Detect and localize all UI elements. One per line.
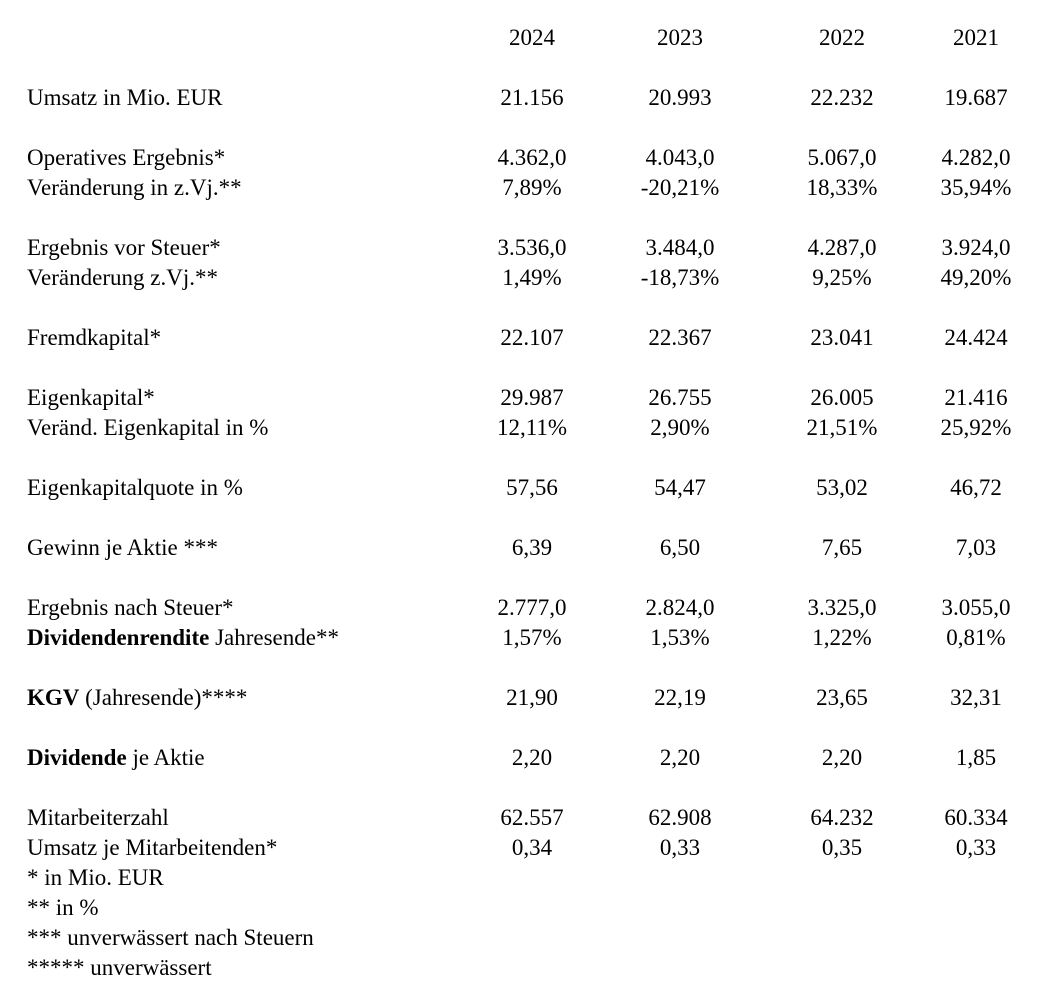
value-cell: 23,65	[816, 685, 868, 710]
value-cell: 25,92%	[940, 415, 1012, 440]
value-cell: 60.334	[944, 805, 1008, 830]
row-label-text: Operatives Ergebnis*	[27, 145, 226, 170]
year-header-2021: 2021	[953, 25, 999, 50]
header-spacer	[27, 23, 458, 53]
value-cell: 1,22%	[812, 625, 872, 650]
table-row	[27, 623, 1039, 653]
value-cell: 62.908	[648, 805, 712, 830]
footnote-line: ***** unverwässert	[27, 955, 212, 980]
row-label	[27, 263, 458, 293]
value-cell: 35,94%	[940, 175, 1012, 200]
value-cell: 21.156	[500, 85, 564, 110]
value-cell: 21,51%	[806, 415, 878, 440]
row-label	[27, 683, 458, 713]
value-cell: 4.287,0	[807, 235, 877, 260]
row-group	[27, 743, 1039, 773]
row-label	[27, 233, 458, 263]
row-label-bold: Dividende	[27, 745, 127, 770]
value-cell: 0,33	[659, 835, 701, 860]
value-cell: 6,50	[659, 535, 701, 560]
year-header-2024: 2024	[509, 25, 555, 50]
year-header-2023: 2023	[657, 25, 703, 50]
row-label	[27, 323, 458, 353]
value-cell: 1,53%	[650, 625, 710, 650]
row-label-text: Veränderung in z.Vj.**	[27, 175, 242, 200]
value-cell: -20,21%	[640, 175, 720, 200]
row-group	[27, 683, 1039, 713]
financial-table	[27, 83, 1039, 863]
row-label	[27, 623, 458, 653]
footnote-line: ** in %	[27, 895, 99, 920]
row-label-text: je Aktie	[126, 745, 205, 770]
row-label-text: Jahresende**	[209, 625, 339, 650]
row-label-text: Veränd. Eigenkapital in %	[27, 415, 269, 440]
table-row	[27, 473, 1039, 503]
table-row	[27, 413, 1039, 443]
table-row	[27, 383, 1039, 413]
table-row	[27, 803, 1039, 833]
row-label-text: Ergebnis nach Steuer*	[27, 595, 234, 620]
value-cell: 18,33%	[806, 175, 878, 200]
value-cell: 26.005	[810, 385, 874, 410]
value-cell: 0,35	[821, 835, 863, 860]
value-cell: 64.232	[810, 805, 874, 830]
value-cell: 7,65	[821, 535, 863, 560]
row-group	[27, 323, 1039, 353]
row-group	[27, 143, 1039, 203]
value-cell: 0,34	[511, 835, 553, 860]
table-row	[27, 83, 1039, 113]
value-cell: 26.755	[648, 385, 712, 410]
row-label	[27, 593, 458, 623]
value-cell: 7,03	[955, 535, 997, 560]
row-label-text: Umsatz in Mio. EUR	[27, 85, 223, 110]
value-cell: 23.041	[810, 325, 874, 350]
table-row	[27, 593, 1039, 623]
value-cell: 3.484,0	[645, 235, 715, 260]
value-cell: 49,20%	[940, 265, 1012, 290]
value-cell: 22,19	[654, 685, 706, 710]
value-cell: 5.067,0	[807, 145, 877, 170]
row-label-text: Veränderung z.Vj.**	[27, 265, 218, 290]
table-row	[27, 143, 1039, 173]
row-group	[27, 533, 1039, 563]
row-label	[27, 473, 458, 503]
value-cell: 53,02	[816, 475, 868, 500]
row-label	[27, 743, 458, 773]
value-cell: 3.055,0	[941, 595, 1011, 620]
row-label	[27, 173, 458, 203]
row-label-text: (Jahresende)****	[79, 685, 248, 710]
table-row	[27, 683, 1039, 713]
row-label-text: Mitarbeiterzahl	[27, 805, 169, 830]
value-cell: 62.557	[500, 805, 564, 830]
year-header-2022: 2022	[819, 25, 865, 50]
table-row	[27, 533, 1039, 563]
value-cell: 7,89%	[502, 175, 562, 200]
value-cell: -18,73%	[640, 265, 720, 290]
row-label-text: Umsatz je Mitarbeitenden*	[27, 835, 278, 860]
value-cell: 21.416	[944, 385, 1008, 410]
value-cell: 3.536,0	[497, 235, 567, 260]
value-cell: 12,11%	[496, 415, 568, 440]
value-cell: 4.282,0	[941, 145, 1011, 170]
value-cell: 54,47	[654, 475, 706, 500]
value-cell: 29.987	[500, 385, 564, 410]
value-cell: 2,20	[511, 745, 553, 770]
row-group	[27, 383, 1039, 443]
value-cell: 57,56	[506, 475, 558, 500]
table-row	[27, 233, 1039, 263]
value-cell: 2,20	[821, 745, 863, 770]
row-label-text: Eigenkapital*	[27, 385, 155, 410]
value-cell: 24.424	[944, 325, 1008, 350]
row-group	[27, 803, 1039, 863]
value-cell: 21,90	[506, 685, 558, 710]
value-cell: 0,81%	[946, 625, 1006, 650]
value-cell: 3.924,0	[941, 235, 1011, 260]
value-cell: 4.362,0	[497, 145, 567, 170]
footnote-line: *** unverwässert nach Steuern	[27, 925, 314, 950]
table-row	[27, 323, 1039, 353]
value-cell: 2,20	[659, 745, 701, 770]
value-cell: 22.107	[500, 325, 564, 350]
table-row	[27, 743, 1039, 773]
value-cell: 1,49%	[502, 265, 562, 290]
table-row	[27, 263, 1039, 293]
footnote-line: * in Mio. EUR	[27, 865, 164, 890]
value-cell: 19.687	[944, 85, 1008, 110]
value-cell: 22.367	[648, 325, 712, 350]
value-cell: 22.232	[810, 85, 874, 110]
row-label-text: Eigenkapitalquote in %	[27, 475, 243, 500]
row-group	[27, 233, 1039, 293]
row-label-text: Fremdkapital*	[27, 325, 162, 350]
row-label	[27, 833, 458, 863]
row-label	[27, 803, 458, 833]
row-group	[27, 83, 1039, 113]
row-label	[27, 383, 458, 413]
row-label-bold: KGV	[27, 685, 80, 710]
row-label	[27, 533, 458, 563]
value-cell: 2.824,0	[645, 595, 715, 620]
footnotes-section	[27, 863, 1039, 983]
value-cell: 1,57%	[502, 625, 562, 650]
row-label-text: Ergebnis vor Steuer*	[27, 235, 221, 260]
row-group	[27, 593, 1039, 653]
value-cell: 2.777,0	[497, 595, 567, 620]
row-group	[27, 473, 1039, 503]
table-row	[27, 173, 1039, 203]
value-cell: 32,31	[950, 685, 1002, 710]
row-label	[27, 143, 458, 173]
row-label	[27, 83, 458, 113]
value-cell: 9,25%	[812, 265, 872, 290]
value-cell: 20.993	[648, 85, 712, 110]
value-cell: 4.043,0	[645, 145, 715, 170]
row-label-text: Gewinn je Aktie ***	[27, 535, 218, 560]
value-cell: 46,72	[950, 475, 1002, 500]
value-cell: 1,85	[955, 745, 997, 770]
value-cell: 3.325,0	[807, 595, 877, 620]
row-label-bold: Dividendenrendite	[27, 625, 210, 650]
value-cell: 0,33	[955, 835, 997, 860]
value-cell: 6,39	[511, 535, 553, 560]
row-label	[27, 413, 458, 443]
table-header-row	[27, 23, 1039, 53]
table-row	[27, 833, 1039, 863]
value-cell: 2,90%	[650, 415, 710, 440]
